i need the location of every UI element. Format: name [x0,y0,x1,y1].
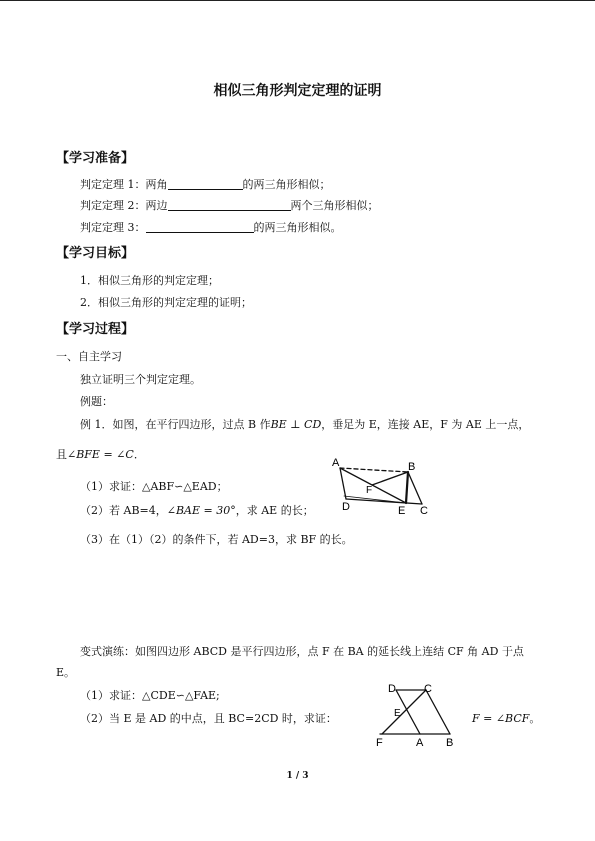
section-heading-process: 【学习过程】 [56,322,135,337]
variation-question-2: （2）当 E 是 AD 的中点，且 BC=2CD 时，求证： [80,712,337,725]
question-2 [80,502,314,518]
figure-1-parallelogram [330,456,440,518]
part-1-heading: 一、自主学习 [56,350,122,363]
label-a: A [332,457,340,469]
theorem-1-prefix: 判定定理 1：两角 [80,178,168,191]
theorem-2-blank [168,199,291,211]
label-d: D [342,501,350,513]
label-f: F [366,485,373,496]
theorem-3-prefix: 判定定理 3： [80,221,146,234]
question-2-suffix: ，求 AE 的长； [235,504,314,517]
top-rule [0,0,595,1]
theorem-3-suffix: 的两三角形相似。 [253,221,342,234]
condition-prefix: 且 [56,448,67,461]
theorem-2-prefix: 判定定理 2：两边 [80,199,168,212]
question-3: （3）在（1）（2）的条件下，若 AD=3，求 BF 的长。 [80,533,353,546]
example-1-condition [56,446,145,462]
theorem-1-blank [168,178,243,190]
variation-text-a: 变式演练：如图四边形 ABCD 是平行四边形，点 F 在 BA 的延长线上连结 CF 角 AD 于点 [80,645,524,658]
figure-2-parallelogram [374,682,464,748]
condition-math: ∠BFE = ∠C [67,448,134,461]
variation-question-1: （1）求证：△CDE∽△FAE; [80,689,220,702]
goal-1: 1．相似三角形的判定定理； [80,274,219,287]
theorem-2-suffix: 两个三角形相似； [290,199,379,212]
label-e: E [398,505,406,517]
intro-text: 独立证明三个判定定理。 [80,373,201,386]
segment-be [406,472,408,503]
label-d: D [388,683,396,695]
page-title: 相似三角形判定定理的证明 [213,83,382,99]
examples-label: 例题： [80,395,113,408]
question-1: （1）求证：△ABF∽△EAD； [80,480,228,493]
theorem-1-line [80,176,331,192]
section-heading-prep: 【学习准备】 [56,151,135,166]
theorem-3-blank [146,221,254,233]
page-number: 1 / 3 [286,771,309,781]
segment-bf [372,472,408,485]
question-2-math: ∠BAE = 30° [166,504,236,517]
theorem-3-line [80,219,342,235]
theorem-2-line [80,197,379,213]
segment-ae [340,468,406,503]
example-1-text-b: ，垂足为 E，连接 AE，F 为 AE 上一点， [321,418,530,431]
theorem-1-suffix: 的两三角形相似； [242,178,331,191]
variation-math-expr: F = ∠BCF [472,712,530,725]
variation-math [472,710,540,726]
example-1-text-a: 例 1．如图，在平行四边形，过点 B 作 [80,418,271,431]
label-b: B [446,737,454,749]
variation-math-end: 。 [529,712,541,725]
label-c: C [424,683,432,695]
segment-dc [346,499,422,504]
label-b: B [408,461,416,473]
label-f: F [376,737,383,749]
label-a: A [416,737,424,749]
example-1-line [80,416,529,432]
label-c: C [420,505,428,517]
example-1-math: BE ⊥ CD [270,418,322,431]
segment-ab [340,468,408,472]
condition-suffix: ． [133,448,145,461]
segment-cf [382,690,426,734]
variation-text-b: E。 [56,666,76,679]
segment-cb [426,690,450,734]
goal-2: 2．相似三角形的判定定理的证明； [80,296,252,309]
question-2-prefix: （2）若 AB=4， [80,504,167,517]
label-e: E [394,708,401,719]
section-heading-goals: 【学习目标】 [56,246,135,261]
segment-bc [408,472,422,504]
segment-ad [340,468,346,499]
